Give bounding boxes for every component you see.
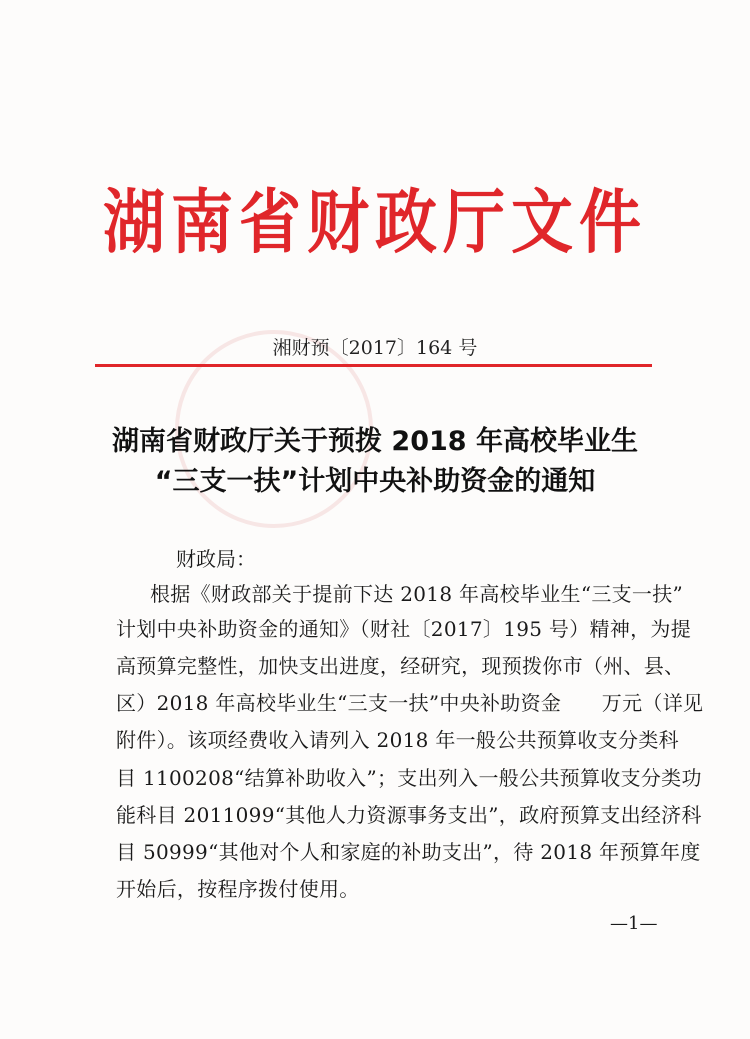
salutation: 财政局：: [176, 547, 256, 571]
body-line-9: 开始后，按程序拨付使用。: [116, 877, 360, 901]
notice-title-line-2: “三支一扶”计划中央补助资金的通知: [154, 466, 596, 497]
body-line-5: 附件）。该项经费收入请列入 2018 年一般公共预算收支分类科: [116, 728, 679, 752]
body-line-2: 计划中央补助资金的通知》（财社〔2017〕195 号）精神，为提: [116, 617, 692, 641]
body-line-4: 区）2018 年高校毕业生“三支一扶”中央补助资金 万元（详见: [116, 691, 704, 715]
body-line-8: 目 50999“其他对个人和家庭的补助支出”，待 2018 年预算年度: [116, 840, 701, 864]
document-number: 湘财预〔2017〕164 号: [272, 337, 478, 359]
body-line-1: 根据《财政部关于提前下达 2018 年高校毕业生“三支一扶”: [150, 582, 684, 606]
notice-title-line-1: 湖南省财政厅关于预拨 2018 年高校毕业生: [112, 426, 638, 457]
body-line-7: 能科目 2011099“其他人力资源事务支出”，政府预算支出经济科: [116, 803, 702, 827]
body-line-3: 高预算完整性，加快支出进度，经研究，现预拨你市（州、县、: [116, 654, 685, 678]
red-divider: [95, 364, 652, 367]
page-number: —1—: [610, 913, 658, 934]
header-title: 湖南省财政厅文件: [102, 181, 647, 263]
body-line-6: 目 1100208“结算补助收入”；支出列入一般公共预算收支分类功: [116, 766, 702, 790]
